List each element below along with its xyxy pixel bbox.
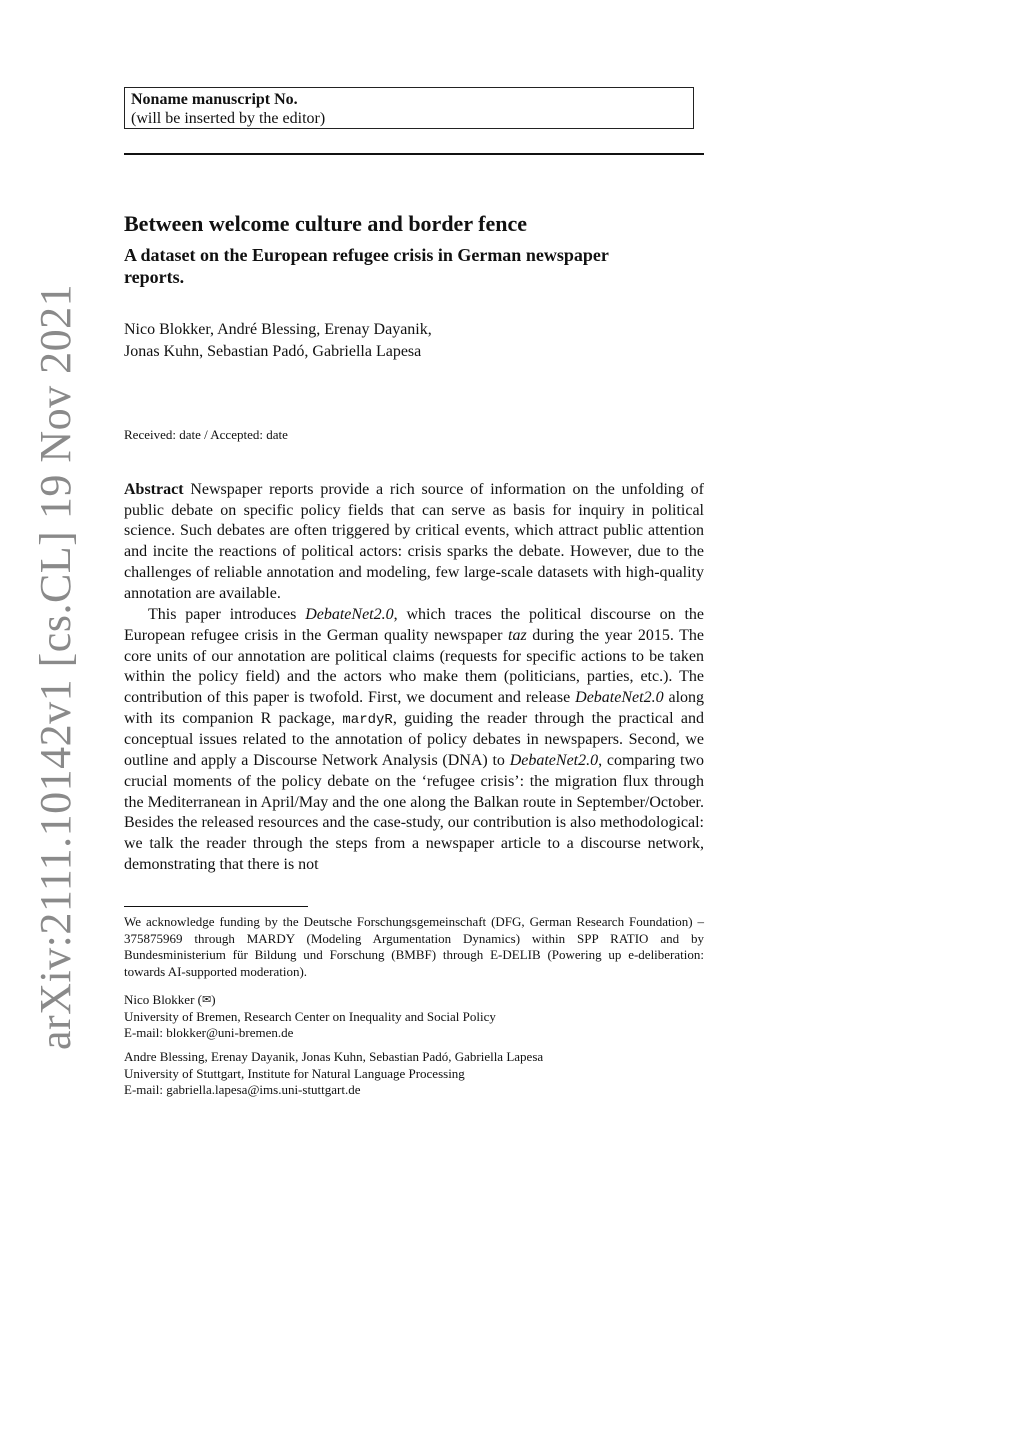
corresponding-author: Nico Blokker (✉) (124, 992, 216, 1007)
coauthor-names: Andre Blessing, Erenay Dayanik, Jonas Kuhn, Sebastian Padó, Gabriella Lapesa (124, 1049, 544, 1064)
abstract-paragraph-1: Abstract Newspaper reports provide a rich source of information on the unfolding of public debate on specific policy fields that can serve as basis for inquiry in political science. Such debates are often triggered by critical events, which attract public attention and incite the reactions of political actors: crisis sparks the debate. However, due to the challenges of reliable annotation and modeling, few large-scale datasets with high-quality annotation are available. (124, 481, 705, 602)
newspaper-name: taz (508, 626, 527, 644)
arxiv-identifier: arXiv:2111.10142v1 [cs.CL] 19 Nov 2021 (31, 283, 80, 1050)
dataset-name: DebateNet2.0 (575, 689, 664, 707)
email-1: E-mail: blokker@uni-bremen.de (124, 1025, 294, 1040)
abstract-paragraph-2: This paper introduces DebateNet2.0, which traces the political discourse on the European refugee crisis in the German quality newspaper taz during the year 2015. The core units of our annotation are political claims (requests for specific actions to be taken within the policy field) and the actors who make them (politicians, parties, etc.). The contribution of this paper is twofold. First, we document and release DebateNet2.0 along with its companion R package, mardyR, guiding the reader through the practical and conceptual issues related to the annotation of policy debates in newspapers. Second, we outline and apply a Discourse Network Analysis (DNA) to DebateNet2.0, comparing two crucial moments of the policy debate on the ‘refugee crisis’: the migration flux through the Mediterranean in April/May and the one along the Balkan route in September/October. Besides the released resources and the case-study, our contribution is also methodological: we talk the reader through the steps from a newspaper article to a discourse network, demonstrating that there is not (124, 606, 705, 873)
institution-2: University of Stuttgart, Institute for Natural Language Processing (124, 1065, 465, 1081)
footnote-rule (124, 906, 308, 907)
dataset-name: DebateNet2.0 (509, 752, 599, 770)
dataset-name: DebateNet2.0 (305, 606, 394, 624)
affiliation-2 (124, 1049, 704, 1099)
funding-footnote: We acknowledge funding by the Deutsche Forschungsgemeinschaft (DFG, German Research Foundation) – 375875969 through MARDY (Modeling Argumentation Dynamics) within SPP RATIO and by Bundesministerium für Bildung und Forschung (BMBF) through E-DELIB (Powering up e-deliberation: towards AI-supported moderation). (124, 914, 704, 979)
affiliation-1 (124, 992, 704, 1042)
institution-1: University of Bremen, Research Center on Inequality and Social Policy (124, 1008, 496, 1024)
email-2: E-mail: gabriella.lapesa@ims.uni-stuttgart.de (124, 1082, 361, 1097)
envelope-icon: ✉ (202, 994, 212, 1006)
manuscript-note: (will be inserted by the editor) (131, 110, 326, 127)
abstract (124, 480, 704, 875)
received-accepted-dates: Received: date / Accepted: date (124, 427, 288, 442)
paper-title: Between welcome culture and border fence (124, 211, 528, 236)
manuscript-box (124, 87, 694, 129)
author-line-1: Nico Blokker, André Blessing, Erenay Dayanik, (124, 321, 432, 338)
manuscript-label: Noname manuscript No. (131, 91, 298, 108)
header-rule (124, 153, 704, 155)
author-list (124, 319, 704, 363)
author-line-2: Jonas Kuhn, Sebastian Padó, Gabriella Lapesa (124, 343, 422, 360)
package-name: mardyR (342, 711, 393, 728)
abstract-label: Abstract (124, 481, 184, 498)
paper-subtitle: A dataset on the European refugee crisis in German newspaper reports. (124, 245, 609, 287)
